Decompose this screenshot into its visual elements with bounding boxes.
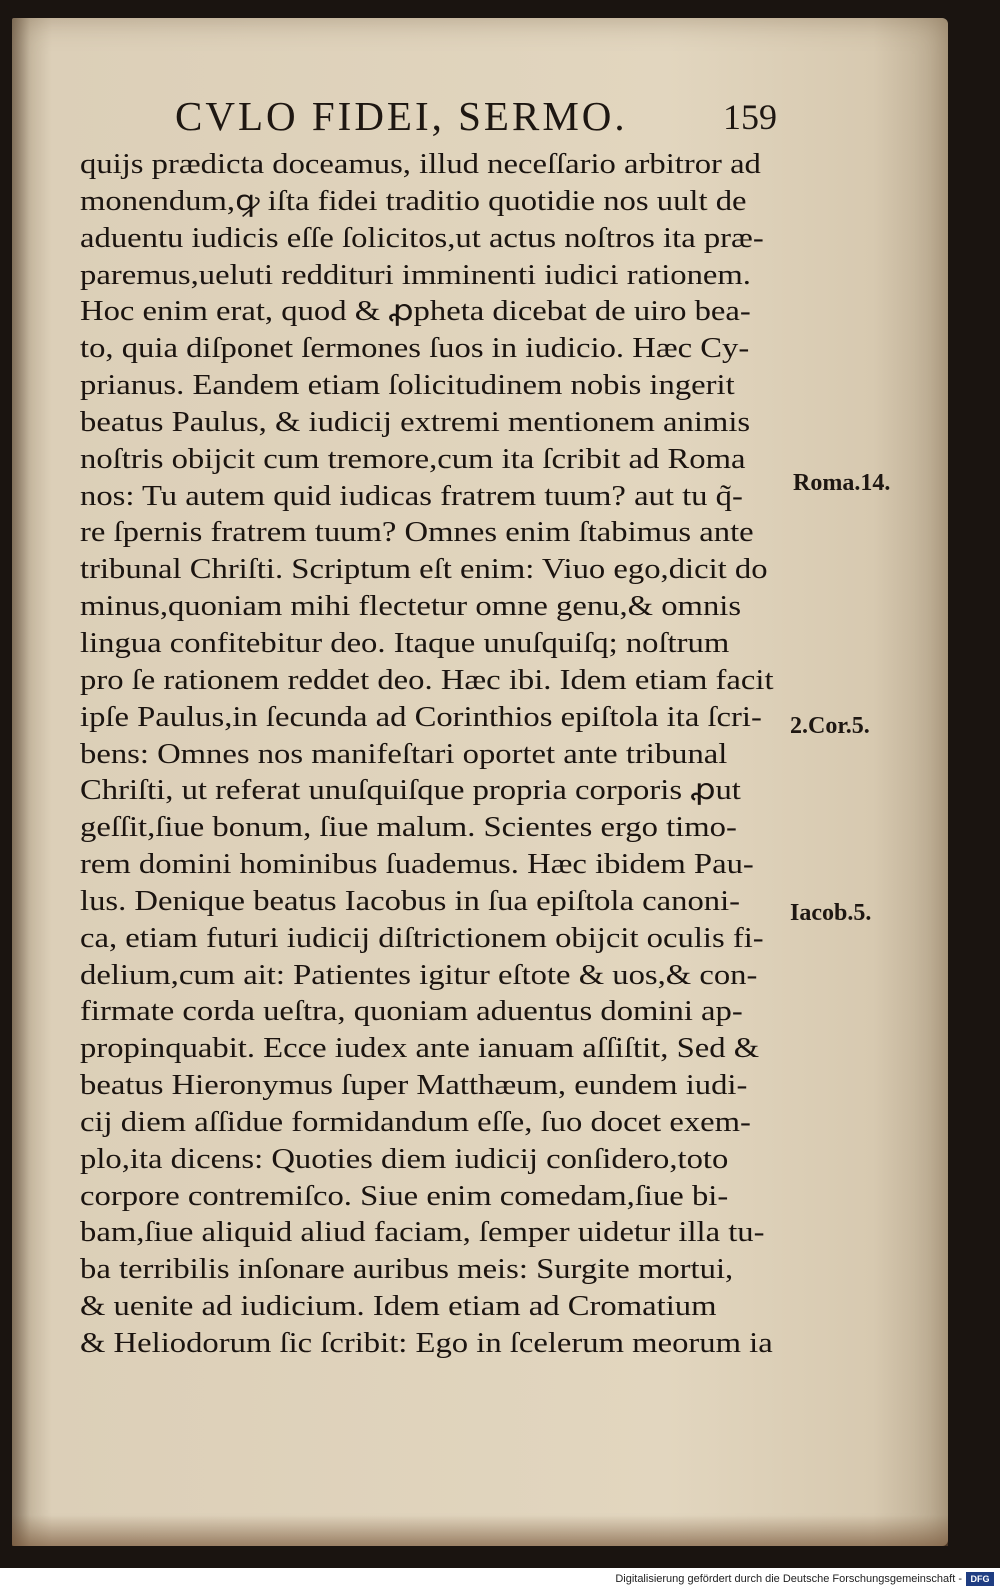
page-header bbox=[175, 92, 795, 142]
text-line: re ſpernis fratrem tuum? Omnes enim ſtabimus ante bbox=[80, 517, 754, 549]
text-line: delium,cum ait: Patientes igitur eſtote & uos,& con- bbox=[80, 959, 758, 991]
dfg-logo: DFG bbox=[966, 1572, 994, 1586]
text-line: to, quia diſponet ſermones ſuos in iudicio. Hæc Cy- bbox=[80, 333, 750, 365]
text-line: noſtris obijcit cum tremore,cum ita ſcribit ad Roma bbox=[80, 443, 746, 475]
text-line: geſſit,ſiue bonum, ſiue malum. Scientes ergo timo- bbox=[80, 812, 737, 844]
page-number: 159 bbox=[723, 97, 777, 137]
text-line: ipſe Paulus,in ſecunda ad Corinthios epiſtola ita ſcri- bbox=[80, 701, 762, 733]
text-line: corpore contremiſco. Siue enim comedam,ſiue bi- bbox=[80, 1180, 729, 1212]
text-line: bens: Omnes nos manifeſtari oportet ante tribunal bbox=[80, 738, 728, 770]
text-line: pro ſe rationem reddet deo. Hæc ibi. Idem etiam facit bbox=[80, 664, 774, 696]
text-line: rem domini hominibus ſuademus. Hæc ibidem Pau- bbox=[80, 849, 754, 881]
text-line: cij diem aſſidue formidandum eſſe, ſuo docet exem- bbox=[80, 1106, 751, 1138]
text-line: ba terribilis inſonare auribus meis: Surgite mortui, bbox=[80, 1254, 734, 1286]
text-line: aduentu iudicis eſſe ſolicitos,ut actus noſtros ita præ- bbox=[80, 222, 764, 254]
main-text-block bbox=[80, 147, 800, 1363]
text-line: Hoc enim erat, quod & ꝓpheta dicebat de uiro bea- bbox=[80, 296, 751, 328]
text-line: Chriſti, ut referat unuſquiſque propria corporis ꝓut bbox=[80, 775, 741, 807]
text-line: monendum,ꝙ iſta fidei traditio quotidie nos uult de bbox=[80, 185, 747, 217]
text-line: beatus Hieronymus ſuper Matthæum, eundem iudi- bbox=[80, 1070, 748, 1102]
text-line: bam,ſiue aliquid aliud faciam, ſemper uidetur illa tu- bbox=[80, 1217, 765, 1249]
text-line: lingua confitebitur deo. Itaque unuſquiſq; noſtrum bbox=[80, 627, 730, 659]
footer-bar bbox=[0, 1568, 1000, 1593]
margin-note-corinthians: 2.Cor.5. bbox=[790, 713, 870, 739]
text-line: firmate corda ueſtra, quoniam aduentus domini ap- bbox=[80, 996, 743, 1028]
text-line: prianus. Eandem etiam ſolicitudinem nobis ingerit bbox=[80, 370, 735, 402]
text-line: lus. Denique beatus Iacobus in ſua epiſtola canoni- bbox=[80, 885, 741, 917]
page-edge-shadow bbox=[12, 1515, 948, 1546]
text-line: & uenite ad iudicium. Idem etiam ad Cromatium bbox=[80, 1291, 717, 1323]
text-line: beatus Paulus, & iudicij extremi mentionem animis bbox=[80, 406, 751, 438]
text-line: propinquabit. Ecce iudex ante ianuam aſſiſtit, Sed & bbox=[80, 1033, 760, 1065]
text-line: minus,quoniam mihi flectetur omne genu,& omnis bbox=[80, 591, 742, 623]
margin-note-iacobus: Iacob.5. bbox=[790, 900, 872, 926]
text-line: tribunal Chriſti. Scriptum eſt enim: Viuo ego,dicit do bbox=[80, 554, 768, 586]
text-line: ca, etiam futuri iudicij diſtrictionem obijcit oculis fi- bbox=[80, 922, 764, 954]
margin-note-roma: Roma.14. bbox=[793, 470, 891, 496]
text-line: paremus,ueluti reddituri imminenti iudici rationem. bbox=[80, 259, 751, 291]
digitization-credit: Digitalisierung gefördert durch die Deutsche Forschungsgemeinschaft - bbox=[615, 1573, 962, 1585]
text-line: quijs prædicta doceamus, illud neceſſario arbitror ad bbox=[80, 149, 761, 180]
text-line: plo,ita dicens: Quoties diem iudicij conſidero,toto bbox=[80, 1143, 729, 1175]
running-title: CVLO FIDEI, SERMO. bbox=[175, 93, 628, 139]
text-line: & Heliodorum ſic ſcribit: Ego in ſcelerum meorum ia bbox=[80, 1328, 773, 1359]
text-line: nos: Tu autem quid iudicas fratrem tuum? aut tu q̃- bbox=[80, 480, 743, 512]
